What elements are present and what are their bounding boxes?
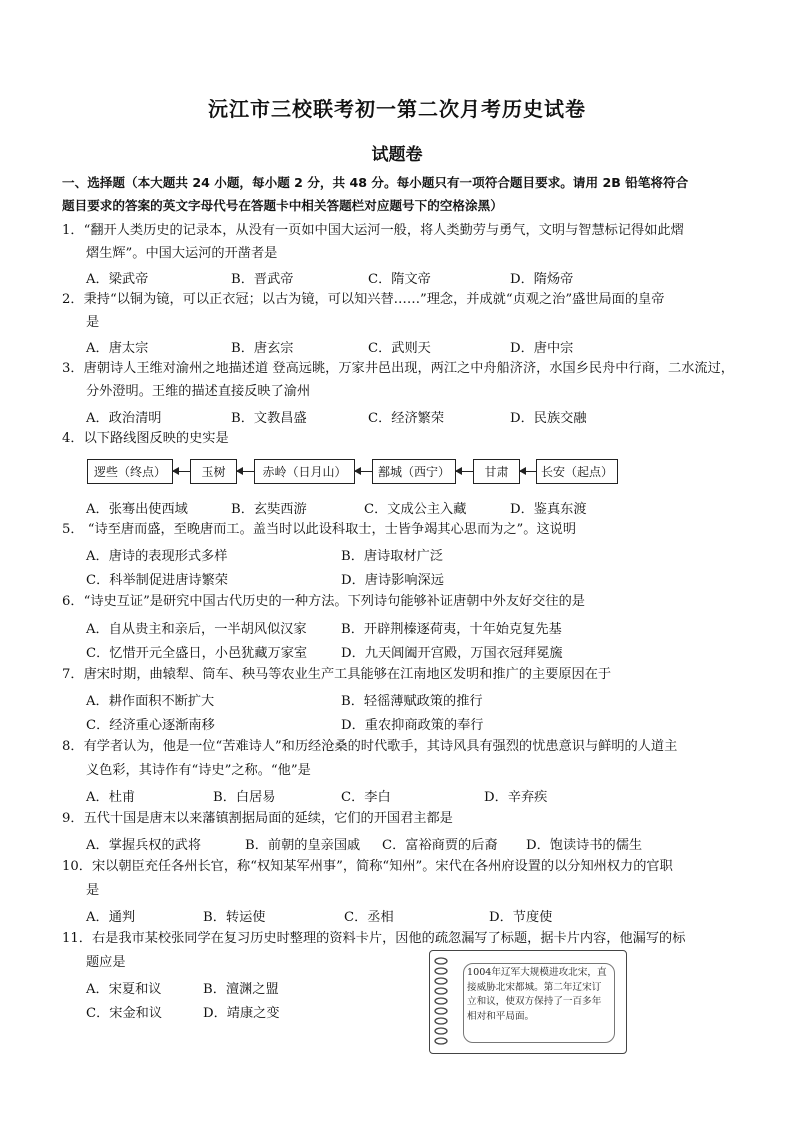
notebook-spiral-icon — [432, 956, 450, 1048]
q2-option-d: D．唐中宗 — [510, 341, 574, 356]
route-arrow — [355, 471, 372, 472]
route-arrow — [237, 471, 254, 472]
question-1-text-cont: 熠生辉”。中国大运河的开凿者是 — [86, 246, 278, 261]
question-2-text-cont: 是 — [86, 315, 100, 330]
question-9-text: 9．五代十国是唐末以来藩镇割据局面的延续，它们的开国君主都是 — [62, 811, 453, 826]
route-stop-start: 长安（起点） — [536, 459, 618, 484]
q7-option-c: C．经济重心逐渐南移 — [86, 718, 215, 733]
q3-option-b: B．文教昌盛 — [231, 411, 307, 426]
question-6-text: 6．“诗史互证”是研究中国古代历史的一种方法。下列诗句能够补证唐朝中外友好交往的是 — [62, 594, 585, 609]
exam-title: 沅江市三校联考初一第二次月考历史试卷 — [208, 97, 586, 121]
question-8-text-cont: 义色彩，其诗作有“诗史”之称。“他”是 — [86, 763, 311, 778]
note-card-text: 1004年辽军大规模进攻北宋，直接威胁北宋都城。第二年辽宋订立和议，使双方保持了一百多年相对和平局面。 — [467, 967, 607, 1022]
q1-option-a: A．梁武帝 — [86, 272, 149, 287]
q9-option-c: C．富裕商贾的后裔 — [382, 838, 498, 853]
q4-option-d: D．鉴真东渡 — [510, 502, 587, 517]
q8-option-d: D．辛弃疾 — [484, 790, 548, 805]
question-3-text-cont: 分外澄明。王维的描述直接反映了渝州 — [86, 384, 311, 399]
q10-option-d: D．节度使 — [489, 910, 553, 925]
q3-option-a: A．政治清明 — [86, 411, 162, 426]
q11-option-d: D．靖康之变 — [203, 1006, 280, 1021]
question-7-text: 7．唐宋时期，曲辕犁、筒车、秧马等农业生产工具能够在江南地区发明和推广的主要原因在于 — [62, 667, 612, 682]
q7-option-d: D．重农抑商政策的奉行 — [341, 718, 484, 733]
route-arrow — [520, 471, 536, 472]
q1-option-b: B．晋武帝 — [231, 272, 294, 287]
q2-option-a: A．唐太宗 — [86, 341, 149, 356]
question-11-text: 11．右是我市某校张同学在复习历史时整理的资料卡片，因他的疏忽漏写了标题，据卡片内容，他漏写的标 — [62, 931, 686, 946]
q8-option-a: A．杜甫 — [86, 790, 136, 805]
q1-option-d: D．隋炀帝 — [510, 272, 574, 287]
q11-option-a: A．宋夏和议 — [86, 982, 162, 997]
question-2-text: 2．秉持“以铜为镜，可以正衣冠；以古为镜，可以知兴替……”理念，并成就“贞观之治”盛世局面的皇帝 — [62, 292, 665, 307]
q6-option-c: C．忆惜开元全盛日，小邑犹藏万家室 — [86, 646, 308, 661]
q1-option-c: C．隋文帝 — [368, 272, 431, 287]
route-stop: 玉树 — [190, 459, 237, 484]
exam-subtitle: 试题卷 — [371, 145, 423, 165]
q6-option-b: B．开辟荆榛逐荷夷，十年始克复先基 — [341, 622, 562, 637]
q6-option-d: D．九天阊阖开宫殿，万国衣冠拜冕旒 — [341, 646, 563, 661]
section-instructions-line2: 题目要求的答案的英文字母代号在答题卡中相关答题栏对应题号下的空格涂黑） — [62, 198, 503, 213]
q5-option-b: B．唐诗取材广泛 — [341, 549, 444, 564]
route-stop: 鄯城（西宁） — [372, 459, 456, 484]
q3-option-d: D．民族交融 — [510, 411, 587, 426]
q4-option-b: B．玄奘西游 — [231, 502, 307, 517]
question-11-text-cont: 题应是 — [86, 955, 126, 970]
q5-option-a: A．唐诗的表现形式多样 — [86, 549, 228, 564]
q7-option-a: A．耕作面积不断扩大 — [86, 694, 215, 709]
route-arrow — [456, 471, 473, 472]
question-1-text: 1．“翻开人类历史的记录本，从没有一页如中国大运河一般，将人类勤劳与勇气，文明与智慧标记得如此熠 — [62, 223, 684, 238]
q8-option-c: C．李白 — [341, 790, 391, 805]
q11-option-c: C．宋金和议 — [86, 1006, 163, 1021]
route-stop: 赤岭（日月山） — [254, 459, 355, 484]
q9-option-d: D．饱读诗书的儒生 — [526, 838, 643, 853]
question-3-text: 3．唐朝诗人王维对渝州之地描述道 登高远眺，万家井邑出现，两江之中舟船济济，水国乡民舟中行商，二水流过， — [62, 361, 734, 376]
q2-option-c: C．武则天 — [368, 341, 431, 356]
route-arrow — [173, 471, 190, 472]
route-stop-end: 逻些（终点） — [87, 459, 173, 484]
question-10-text-cont: 是 — [86, 883, 100, 898]
q8-option-b: B．白居易 — [213, 790, 276, 805]
question-4-text: 4．以下路线图反映的史实是 — [62, 431, 229, 446]
q4-option-a: A．张骞出使西域 — [86, 502, 188, 517]
q7-option-b: B．轻徭薄赋政策的推行 — [341, 694, 483, 709]
q5-option-d: D．唐诗影响深远 — [341, 573, 444, 588]
q3-option-c: C．经济繁荣 — [368, 411, 445, 426]
q9-option-b: B．前朝的皇亲国戚 — [245, 838, 361, 853]
q4-option-c: C．文成公主入藏 — [364, 502, 467, 517]
route-stop: 甘肃 — [473, 459, 520, 484]
question-8-text: 8．有学者认为，他是一位“苦难诗人”和历经沧桑的时代歌手，其诗风具有强烈的忧患意识与鲜明的人道主 — [62, 739, 678, 754]
q6-option-a: A．自从贵主和亲后，一半胡风似汉家 — [86, 622, 307, 637]
q10-option-c: C．丞相 — [344, 910, 394, 925]
q2-option-b: B．唐玄宗 — [231, 341, 294, 356]
q10-option-b: B．转运使 — [203, 910, 266, 925]
section-instructions-line1: 一、选择题（本大题共 24 小题，每小题 2 分，共 48 分。每小题只有一项符合题目要求。请用 2B 铅笔将符合 — [62, 175, 689, 190]
q11-option-b: B．澶渊之盟 — [203, 982, 279, 997]
q5-option-c: C．科举制促进唐诗繁荣 — [86, 573, 228, 588]
q9-option-a: A．掌握兵权的武将 — [86, 838, 202, 853]
question-5-text: 5． “诗至唐而盛，至晚唐而工。盖当时以此设科取士，士皆争竭其心思而为之”。这说明 — [62, 522, 576, 537]
question-10-text: 10．宋以朝臣充任各州长官，称“权知某军州事”，简称“知州”。宋代在各州府设置的以分知州权力的官职 — [62, 859, 673, 874]
q10-option-a: A．通判 — [86, 910, 136, 925]
